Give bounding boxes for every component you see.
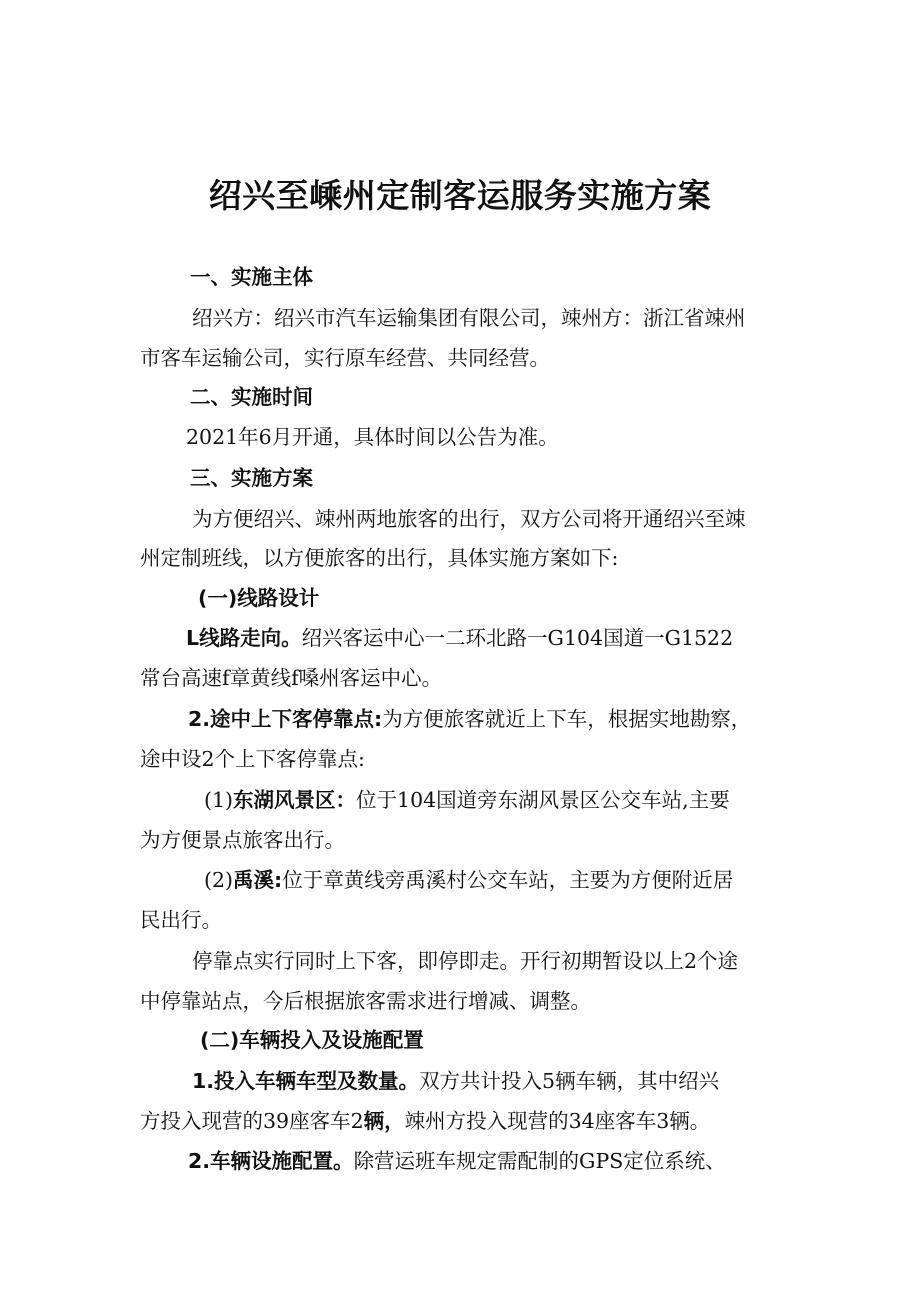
paragraph-line: 途中设2个上下客停靠点: (140, 747, 365, 771)
paragraph-line (204, 785, 730, 815)
item1-text: 双方共计投入5辆车辆，其中绍兴 (419, 1069, 720, 1093)
paragraph-line: 州定制班线，以方便旅客的出行，具体实施方案如下: (140, 546, 619, 570)
paragraph-line: 2021年6月开通，具体时间以公告为准。 (186, 425, 559, 449)
section-heading-plan: 三、实施方案 (190, 466, 313, 490)
stop2-prefix: (2) (204, 868, 234, 892)
paragraph-line: 民出行。 (140, 908, 222, 932)
section-heading-subject: 一、实施主体 (190, 265, 313, 289)
paragraph-line (188, 704, 751, 734)
stop2-label: 禹溪: (233, 868, 283, 892)
item1-line2-bold: 辆， (363, 1109, 405, 1133)
item2-text: 除营运班车规定需配制的GPS定位系统、 (353, 1149, 726, 1173)
paragraph-line: 为方便景点旅客出行。 (140, 828, 345, 852)
paragraph-line (188, 1146, 726, 1176)
stop1-text: 位于104国道旁东湖风景区公交车站,主要 (356, 788, 730, 812)
paragraph-line: 停靠点实行同时上下客，即停即走。开行初期暂设以上2个途 (192, 949, 739, 973)
item1-line2-part: 竦州方投入现营的34座客车3辆。 (404, 1109, 711, 1133)
subsection-heading-vehicles: (二)车辆投入及设施配置 (200, 1028, 424, 1052)
stops-label: 2.途中上下客停靠点: (188, 707, 383, 731)
item1-label: 1.投入车辆车型及数量。 (192, 1069, 420, 1093)
paragraph-line: 为方便绍兴、竦州两地旅客的出行，双方公司将开通绍兴至竦 (192, 507, 746, 531)
stops-text: 为方便旅客就近上下车，根据实地勘察， (382, 707, 752, 731)
paragraph-line (140, 1106, 710, 1136)
paragraph-line: 市客车运输公司，实行原车经营、共同经营。 (140, 346, 550, 370)
paragraph-line (204, 865, 733, 895)
stop1-prefix: (1) (204, 788, 234, 812)
paragraph-line: 中停靠站点，今后根据旅客需求进行增减、调整。 (140, 989, 591, 1013)
paragraph-line (186, 623, 733, 653)
subsection-heading-route: (一)线路设计 (198, 586, 320, 610)
item2-label: 2.车辆设施配置。 (188, 1149, 354, 1173)
document-title: 绍兴至嵊州定制客运服务实施方案 (208, 176, 712, 215)
route-text: 绍兴客运中心一二环北路一G104国道一G1522 (301, 626, 734, 650)
route-label: L线路走向。 (186, 626, 302, 650)
item1-line2-part: 方投入现营的39座客车2 (140, 1109, 364, 1133)
paragraph-line: 常台高速f章黄线f嗓州客运中心。 (140, 666, 443, 690)
stop2-text: 位于章黄线旁禹溪村公交车站，主要为方便附近居 (282, 868, 734, 892)
paragraph-line: 绍兴方：绍兴市汽车运输集团有限公司，竦州方：浙江省竦州 (192, 306, 746, 330)
section-heading-time: 二、实施时间 (190, 385, 313, 409)
paragraph-line (192, 1066, 719, 1096)
stop1-label: 东湖风景区： (233, 788, 357, 812)
